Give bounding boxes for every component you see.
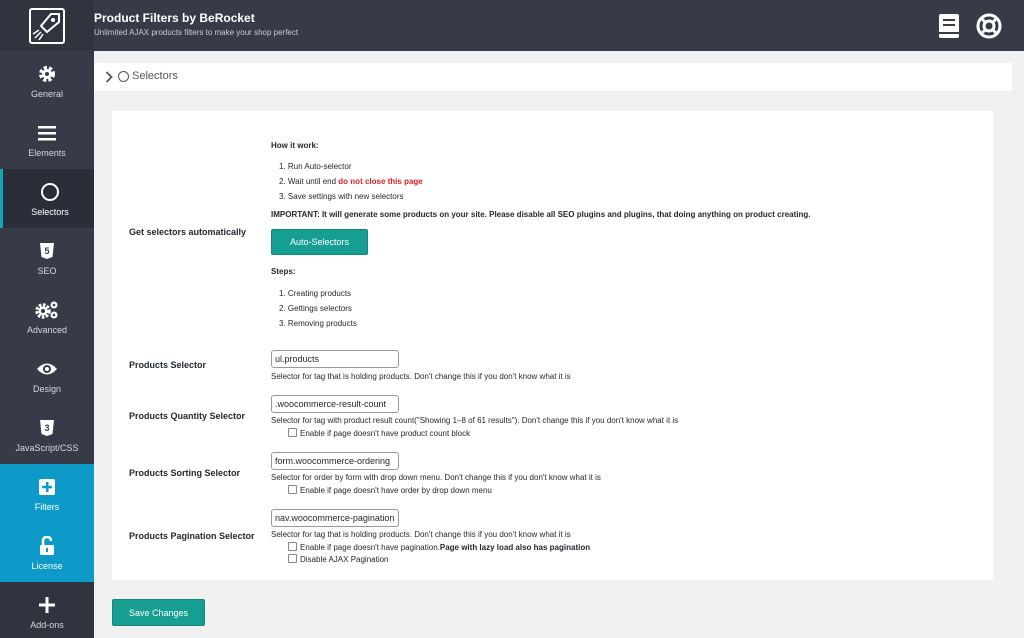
circle-icon xyxy=(3,181,97,203)
sorting-selector-label: Products Sorting Selector xyxy=(129,468,241,478)
menu-icon xyxy=(0,122,94,144)
book-icon[interactable] xyxy=(936,12,962,40)
gears-icon xyxy=(0,299,94,321)
top-header xyxy=(0,0,1024,51)
sidebar-item-label: Design xyxy=(32,384,61,394)
sidebar-item-javascript-css[interactable] xyxy=(0,405,94,464)
breadcrumb-label: Selectors xyxy=(132,70,178,82)
disable-ajax-pagination-label: Disable AJAX Pagination xyxy=(300,555,389,564)
css3-icon xyxy=(0,417,94,439)
pagination-checkbox[interactable] xyxy=(288,542,297,551)
chevron-right-icon[interactable] xyxy=(105,71,113,83)
sorting-selector-input[interactable]: form.woocommerce-ordering xyxy=(271,452,399,470)
svg-text:5: 5 xyxy=(44,246,50,256)
auto-selectors-label: Get selectors automatically xyxy=(129,227,247,237)
sidebar-item-label: License xyxy=(31,561,63,571)
plus-icon xyxy=(0,594,94,616)
how-it-work-title: How it work: xyxy=(271,141,319,150)
sidebar-item-label: Add-ons xyxy=(30,620,64,630)
pagination-selector-help: Selector for tag that is holding products. Don't change this if you don't know what it is xyxy=(271,530,571,539)
sidebar-item-selectors[interactable] xyxy=(0,169,94,228)
pagination-selector-input[interactable]: nav.woocommerce-pagination xyxy=(271,509,399,527)
quantity-count-checkbox-label: Enable if page doesn't have product count block xyxy=(300,429,471,438)
warning-text: do not close this page xyxy=(338,177,423,186)
sidebar xyxy=(0,51,94,638)
disable-ajax-pagination-checkbox[interactable] xyxy=(288,554,297,563)
important-note: IMPORTANT: It will generate some products on your site. Please disable all SEO plugins and plugins, that doing anything on product creating. xyxy=(271,210,811,219)
unlock-icon xyxy=(0,535,94,557)
quantity-selector-label: Products Quantity Selector xyxy=(129,411,246,421)
products-selector-help: Selector for tag that is holding products. Don't change this if you don't know what it is xyxy=(271,372,571,381)
sidebar-item-design[interactable] xyxy=(0,346,94,405)
products-selector-input[interactable]: ul.products xyxy=(271,350,399,368)
sidebar-item-general[interactable] xyxy=(0,51,94,110)
breadcrumb xyxy=(94,63,1012,91)
sidebar-item-label: Elements xyxy=(28,148,66,158)
gear-icon xyxy=(0,63,94,85)
sidebar-item-label: Advanced xyxy=(26,325,68,335)
settings-panel xyxy=(112,111,993,580)
steps-title: Steps: xyxy=(271,267,296,276)
sidebar-item-label: SEO xyxy=(37,266,57,276)
quantity-selector-input[interactable]: .woocommerce-result-count xyxy=(271,395,399,413)
pagination-checkbox-label: Enable if page doesn't have pagination.Page with lazy load also has pagination xyxy=(300,543,591,552)
quantity-count-checkbox[interactable] xyxy=(288,428,297,437)
sidebar-item-elements[interactable] xyxy=(0,110,94,169)
sidebar-item-label: JavaScript/CSS xyxy=(15,443,79,453)
sidebar-item-label: Selectors xyxy=(31,207,69,217)
sidebar-item-label: General xyxy=(30,89,64,99)
html5-icon xyxy=(0,240,94,262)
auto-selectors-button[interactable]: Auto-Selectors xyxy=(271,229,368,255)
sidebar-item-seo[interactable] xyxy=(0,228,94,287)
sorting-selector-help: Selector for order by form with drop down menu. Don't change this if you don't know what it is xyxy=(271,473,601,482)
sidebar-item-label: Filters xyxy=(34,502,60,512)
pagination-selector-label: Products Pagination Selector xyxy=(129,531,255,541)
plus-square-icon xyxy=(0,476,94,498)
how-step-2: 2. Wait until end do not close this page xyxy=(279,177,423,186)
sidebar-item-filters[interactable] xyxy=(0,464,94,523)
progress-step-1: 1. Creating products xyxy=(279,289,352,298)
lifebuoy-icon[interactable] xyxy=(976,12,1002,40)
sorting-checkbox-label: Enable if page doesn't have order by drop down menu xyxy=(300,486,492,495)
circle-icon xyxy=(118,71,129,82)
rocket-logo-icon xyxy=(29,8,65,44)
save-changes-button[interactable]: Save Changes xyxy=(112,599,205,626)
products-selector-label: Products Selector xyxy=(129,360,207,370)
svg-text:3: 3 xyxy=(44,423,50,433)
sidebar-item-advanced[interactable] xyxy=(0,287,94,346)
sidebar-item-add-ons[interactable] xyxy=(0,582,94,638)
sorting-checkbox[interactable] xyxy=(288,485,297,494)
progress-step-2: 2. Gettings selectors xyxy=(279,304,352,313)
progress-step-3: 3. Removing products xyxy=(279,319,357,328)
app-logo[interactable] xyxy=(0,0,94,51)
how-step-3: 3. Save settings with new selectors xyxy=(279,192,404,201)
how-step-1: 1. Run Auto-selector xyxy=(279,162,352,171)
app-subtitle: Unlimited AJAX products filters to make your shop perfect xyxy=(94,28,299,37)
sidebar-item-license[interactable] xyxy=(0,523,94,582)
eye-icon xyxy=(0,358,94,380)
app-title: Product Filters by BeRocket xyxy=(94,11,255,25)
quantity-selector-help: Selector for tag with product result count("Showing 1–8 of 61 results"). Don't change this if you don't know what it is xyxy=(271,416,679,425)
